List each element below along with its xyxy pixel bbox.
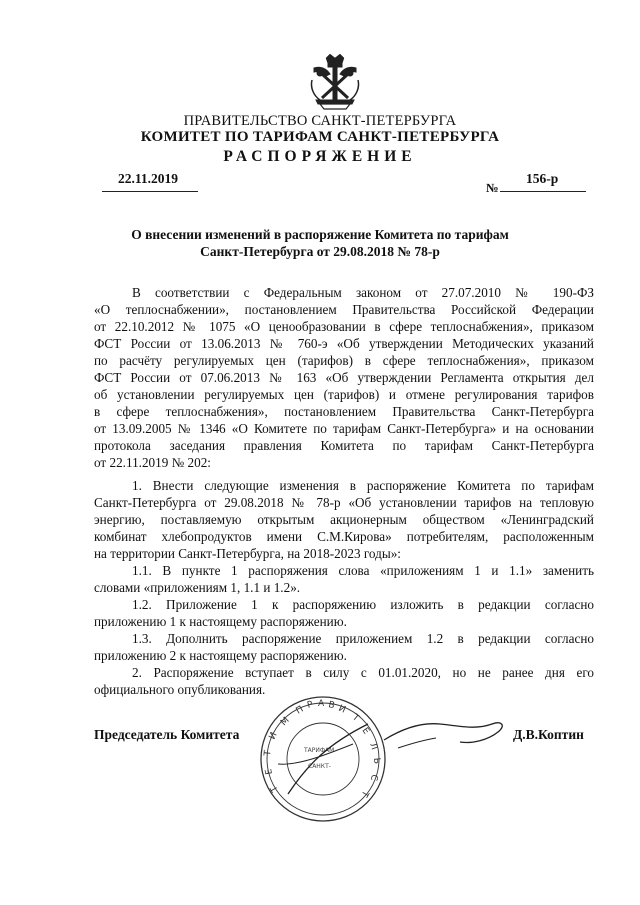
svg-text:Т: Т [263,749,274,757]
item-1-3-paragraph [94,630,594,664]
svg-text:Т: Т [358,788,371,799]
date-underline [102,191,198,192]
svg-text:Е: Е [264,767,275,776]
text-line: 1.3. Дополнить распоряжение приложением 1.2 в редакции согласно [132,631,594,646]
text-line: ФСТ России от 07.06.2013 № 163 «Об утверждении Регламента открытия дел [94,370,594,385]
document-number: 156-р [526,171,559,186]
svg-text:ТАРИФАМ: ТАРИФАМ [304,747,335,754]
svg-text:Т: Т [350,712,361,724]
handwritten-signature [380,700,510,770]
text-line: энергию, поставляемую открытым акционерным обществом «Ленинградский [94,512,594,527]
text-line: 1. Внести следующие изменения в распоряжение Комитета по тарифам [132,478,594,493]
svg-text:Ь: Ь [371,757,382,765]
text-line: 1.2. Приложение 1 к распоряжению изложить в редакции согласно [132,597,594,612]
text-line: приложению 1 к настоящему распоряжению. [94,614,347,629]
item-1-2-paragraph [94,596,594,630]
text-line: 2. Распоряжение вступает в силу с 01.01.2020, но не ранее дня его [132,665,594,680]
text-line: на территории Санкт-Петербурга, на 2018-2023 годы»: [94,546,401,561]
text-line: В соответствии с Федеральным законом от 27.07.2010 № 190-ФЗ [132,285,594,300]
item-1-paragraph [94,477,594,562]
text-line: от 13.09.2005 № 1346 «О Комитете по тарифам Санкт-Петербурга» и на основании [94,421,594,436]
government-name: ПРАВИТЕЛЬСТВО САНКТ-ПЕТЕРБУРГА [183,113,457,129]
text-line: от 22.11.2019 № 202: [94,455,211,470]
svg-text:А: А [318,699,325,709]
item-2-paragraph [94,664,594,698]
document-date: 22.11.2019 [118,171,179,186]
svg-text:Р: Р [306,699,315,711]
svg-text:И: И [267,730,280,742]
svg-text:Е: Е [359,725,371,737]
svg-text:САНКТ-: САНКТ- [308,763,331,770]
committee-name: КОМИТЕТ ПО ТАРИФАМ САНКТ-ПЕТЕРБУРГА [140,129,500,145]
signer-title: Председатель Комитета [94,727,240,742]
signer-name: Д.В.Коптин [513,727,584,742]
text-line: от 22.10.2012 № 1075 «О ценообразовании в сфере теплоснабжения», приказом [94,319,594,334]
svg-text:С: С [367,773,379,782]
number-sign: № [486,181,499,195]
official-seal-stamp [258,694,388,824]
text-line: комбинат хлебопродуктов имени С.М.Кирова» потребителям, расположенным [94,529,594,544]
svg-text:И: И [336,703,348,716]
text-line: официального опубликования. [94,682,266,697]
text-line: в сфере теплоснабжения», постановлением Правительства Санкт-Петербурга [94,404,594,419]
document-type: РАСПОРЯЖЕНИЕ [223,148,417,165]
text-line: об установлении регулируемых цен (тарифов) и отмене регулирования тарифов [94,387,594,402]
preamble-paragraph [94,284,594,471]
text-line: протокола заседания правления Комитета по тарифам Санкт-Петербурга [94,438,594,453]
coat-of-arms-emblem [306,54,364,110]
text-line: по расчёту регулируемых цен (тарифов) в сфере теплоснабжения», приказом [94,353,594,368]
text-line: словами «приложениям 1, 1.1 и 1.2». [94,580,301,595]
text-line: 1.1. В пункте 1 распоряжения слова «приложениям 1 и 1.1» заменить [132,563,594,578]
subject-line: Санкт-Петербурга от 29.08.2018 № 78-р [200,244,440,259]
svg-text:Т: Т [269,783,281,794]
subject-line: О внесении изменений в распоряжение Комитета по тарифам [131,227,509,242]
svg-text:М: М [279,715,292,729]
item-1-1-paragraph [94,562,594,596]
text-line: приложению 2 к настоящему распоряжению. [94,648,347,663]
text-line: Санкт-Петербурга от 29.08.2018 № 78-р «Об установлении тарифов на тепловую [94,495,594,510]
document-subject [0,226,640,260]
svg-text:Л: Л [367,741,379,752]
svg-text:В: В [327,700,336,712]
text-line: ФСТ России от 13.06.2013 № 760-э «Об утверждении Методических указаний [94,336,594,351]
svg-text:П: П [294,704,306,717]
number-underline [500,191,586,192]
text-line: «О теплоснабжении», постановлением Правительства Российской Федерации [94,302,594,317]
